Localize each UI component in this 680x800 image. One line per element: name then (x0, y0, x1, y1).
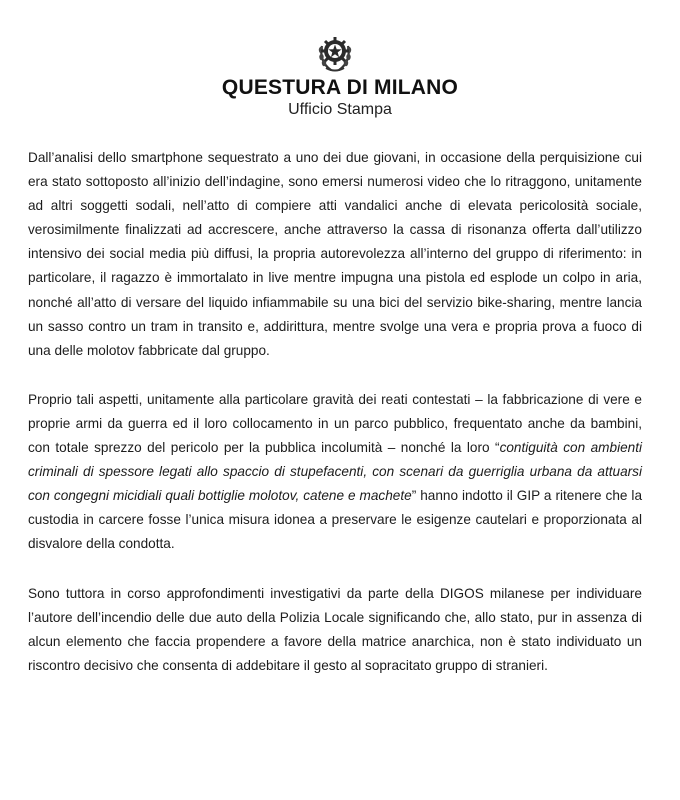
paragraph-2 (28, 388, 642, 557)
paragraph-2-text-before: Proprio tali aspetti, unitamente alla particolare gravità dei reati contestati – la fabbricazione di vere e proprie armi da guerra ed il loro collocamento in un parco pubblico, frequentato anche da bambini, con totale sprezzo del pericolo per la pubblica incolumità – nonché la loro “ (28, 391, 642, 456)
paragraph-2-text-after: ” hanno indotto il GIP a ritenere che la custodia in carcere fosse l’unica misura idonea a preservare le esigenze cautelari e proporzionata al disvalore della condotta. (28, 488, 643, 552)
paragraph-2-quote: contiguità con ambienti criminali di spessore legati allo spaccio di stupefacenti, con scenari da guerriglia urbana da attuarsi con congegni micidiali quali bottiglie molotov, catene e machete (28, 440, 643, 504)
paragraph-1: Dall’analisi dello smartphone sequestrato a uno dei due giovani, in occasione della perquisizione cui era stato sottoposto all’inizio dell’indagine, sono emersi numerosi video che lo ritraggono, unitamente ad altri soggetti sodali, nell’atto di compiere atti vandalici anche di elevata pericolosità sociale, verosimilmente finalizzati ad accrescere, anche attraverso la cassa di risonanza offerta dall’utilizzo intensivo dei social media più diffusi, la propria autorevolezza all’interno del gruppo di riferimento: in particolare, il ragazzo è immortalato in live mentre impugna una pistola ed esplode un colpo in aria, nonché all’atto di versare del liquido infiammabile su una bici del servizio bike-sharing, mentre lancia un sasso contro un tram in transito e, addirittura, mentre svolge una vera e propria prova a fuoco di una delle molotov fabbricate dal gruppo. (28, 150, 642, 358)
page-title: QUESTURA DI MILANO (221, 76, 459, 99)
italian-republic-emblem-icon (316, 32, 354, 74)
document-body (28, 146, 642, 703)
paragraph-3: Sono tuttora in corso approfondimenti investigativi da parte della DIGOS milanese per individuare l’autore dell’incendio delle due auto della Polizia Locale significando che, allo stato, pur in assenza di alcun elemento che faccia propendere a favore della matrice anarchica, non è stato individuato un riscontro decisivo che consenta di addebitare il gesto al sopracitato gruppo di stranieri. (28, 585, 642, 673)
page-subtitle: Ufficio Stampa (288, 101, 392, 118)
